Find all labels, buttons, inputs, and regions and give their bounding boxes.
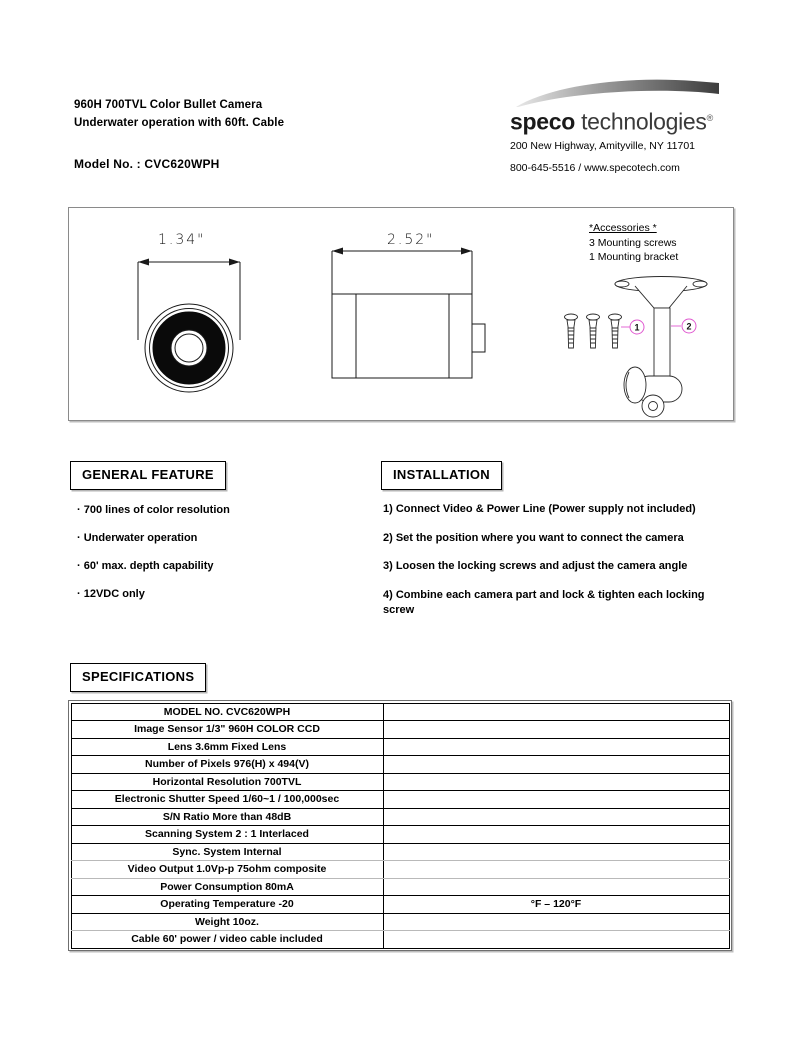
- table-row: [71, 791, 729, 809]
- spec-label-text: Video Output 1.0Vp-p 75ohm composite: [127, 863, 327, 876]
- spec-label-text: Power Consumption 80mA: [160, 880, 294, 893]
- spec-label-cell: [71, 791, 383, 809]
- spec-value-cell: °F – 120°F: [383, 896, 729, 914]
- spec-label-text: Operating Temperature -20: [160, 898, 294, 911]
- page-title: [74, 96, 404, 132]
- svg-text:2: 2: [686, 321, 692, 332]
- title-line-1: 960H 700TVL Color Bullet Camera: [74, 99, 263, 111]
- spec-value-cell: [383, 878, 729, 896]
- spec-label-text: MODEL NO. CVC620WPH: [163, 705, 291, 718]
- spec-label-text: Image Sensor 1/3" 960H COLOR CCD: [134, 723, 320, 736]
- table-row: [71, 861, 729, 879]
- company-address: 200 New Highway, Amityville, NY 11701: [510, 139, 696, 152]
- list-item: · 60' max. depth capability: [77, 560, 214, 572]
- spec-label-text: Scanning System 2 : 1 Interlaced: [145, 828, 309, 841]
- spec-label-cell: [71, 913, 383, 931]
- accessories-item-screws: 3 Mounting screws: [589, 236, 677, 249]
- specifications-table-wrap: [68, 700, 732, 951]
- spec-value-cell: [383, 861, 729, 879]
- spec-label-text: Cable 60' power / video cable included: [131, 933, 323, 946]
- company-logo: [500, 78, 725, 179]
- spec-label-cell: [71, 896, 383, 914]
- table-row: [71, 738, 729, 756]
- logo-wordmark: [500, 105, 725, 135]
- spec-label-text: S/N Ratio More than 48dB: [162, 810, 292, 823]
- spec-value-cell: [383, 738, 729, 756]
- table-row: [71, 703, 729, 721]
- side-view-dimension-label: 2.52": [387, 232, 435, 248]
- table-row: [71, 826, 729, 844]
- spec-value-cell: [383, 843, 729, 861]
- list-item: 3) Loosen the locking screws and adjust the camera angle: [383, 560, 688, 572]
- spec-label-cell: [71, 861, 383, 879]
- table-row: [71, 756, 729, 774]
- spec-value-cell: [383, 931, 729, 949]
- spec-label-cell: [71, 878, 383, 896]
- table-row: [71, 808, 729, 826]
- spec-label-text: Lens 3.6mm Fixed Lens: [167, 740, 287, 753]
- list-item: · 700 lines of color resolution: [77, 504, 230, 516]
- specifications-heading: SPECIFICATIONS: [82, 669, 195, 684]
- spec-label-text: Electronic Shutter Speed 1/60~1 / 100,000sec: [114, 793, 340, 806]
- accessories-drawing: [559, 268, 724, 418]
- spec-label-cell: [71, 843, 383, 861]
- list-item: 1) Connect Video & Power Line (Power supply not included): [383, 503, 696, 515]
- logo-brand-light: technologies: [581, 108, 707, 135]
- accessories-caption: [589, 221, 724, 265]
- callout-2-marker: [671, 319, 696, 333]
- spec-value-cell: [383, 826, 729, 844]
- spec-value-cell: [383, 808, 729, 826]
- spec-label-text: Weight 10oz.: [195, 915, 259, 928]
- callout-1-marker: [621, 320, 644, 334]
- model-number: Model No. : CVC620WPH: [74, 157, 220, 171]
- specifications-table: [71, 703, 730, 949]
- company-contact: 800-645-5516 / www.specotech.com: [510, 161, 680, 174]
- list-item: 4) Combine each camera part and lock & tighten each locking screw: [383, 588, 705, 616]
- side-view-drawing: [314, 222, 529, 412]
- svg-text:1: 1: [634, 322, 640, 333]
- table-row: [71, 773, 729, 791]
- title-line-2: Underwater operation with 60ft. Cable: [74, 117, 285, 129]
- spec-value-cell: [383, 791, 729, 809]
- spec-value-cell: [383, 913, 729, 931]
- specifications-heading-box: [70, 663, 206, 692]
- spec-label-cell: [71, 931, 383, 949]
- logo-trademark: ®: [706, 113, 713, 123]
- spec-label-cell: [71, 721, 383, 739]
- spec-label-cell: [71, 773, 383, 791]
- spec-label-text: Number of Pixels 976(H) x 494(V): [145, 758, 309, 771]
- table-row: [71, 878, 729, 896]
- accessories-item-bracket: 1 Mounting bracket: [589, 251, 679, 263]
- general-feature-heading-box: [70, 461, 226, 490]
- spec-value-cell: [383, 721, 729, 739]
- spec-label-text: Horizontal Resolution 700TVL: [152, 775, 302, 788]
- spec-label-cell: [71, 756, 383, 774]
- list-item: · 12VDC only: [77, 588, 145, 600]
- front-view-dimension-label: 1.34": [158, 232, 206, 248]
- logo-swoosh-icon: [514, 78, 722, 108]
- front-view-drawing: [113, 222, 303, 412]
- installation-list: [383, 502, 735, 632]
- accessories-heading: *Accessories *: [589, 222, 657, 234]
- spec-label-cell: [71, 738, 383, 756]
- spec-label-cell: [71, 703, 383, 721]
- spec-value-cell: [383, 773, 729, 791]
- table-row: [71, 896, 729, 914]
- spec-value-cell: [383, 756, 729, 774]
- table-row: [71, 913, 729, 931]
- table-row: [71, 843, 729, 861]
- general-feature-list: [77, 502, 377, 614]
- installation-heading: INSTALLATION: [393, 467, 490, 482]
- general-feature-heading: GENERAL FEATURE: [82, 467, 214, 482]
- table-row: [71, 931, 729, 949]
- list-item: 2) Set the position where you want to connect the camera: [383, 531, 684, 544]
- spec-value-cell: [383, 703, 729, 721]
- installation-heading-box: [381, 461, 502, 490]
- logo-brand-bold: speco: [510, 108, 575, 135]
- spec-label-text: Sync. System Internal: [172, 845, 282, 858]
- spec-label-cell: [71, 808, 383, 826]
- spec-label-cell: [71, 826, 383, 844]
- list-item: · Underwater operation: [77, 532, 198, 544]
- table-row: [71, 721, 729, 739]
